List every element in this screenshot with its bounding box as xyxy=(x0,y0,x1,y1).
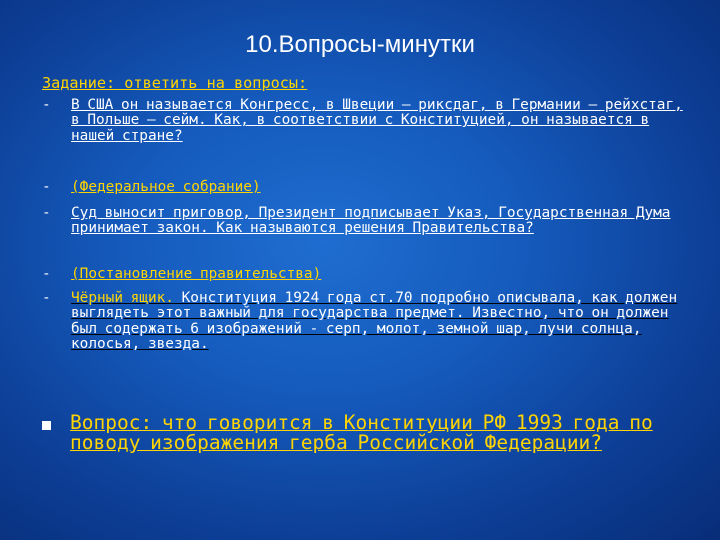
dash-marker: - xyxy=(42,179,51,195)
square-bullet-icon xyxy=(42,421,51,430)
list-item xyxy=(42,267,692,282)
list-item xyxy=(42,206,692,237)
list-item xyxy=(42,291,692,353)
main-question-text: Вопрос: что говорится в Конституции РФ 1993 года по поводу изображения герба Российской Федерации? xyxy=(70,411,653,454)
question-text: Суд выносит приговор, Президент подписывает Указ, Государственная Дума принимает закон. Как называются решения Правительства? xyxy=(71,205,671,237)
list-item xyxy=(42,180,692,195)
answer-text: (Постановление правительства) xyxy=(71,266,322,282)
slide-title: 10.Вопросы-минутки xyxy=(245,31,475,58)
highlight-text: Чёрный ящик. xyxy=(71,290,174,306)
question-text xyxy=(71,291,692,353)
dash-marker: - xyxy=(42,97,51,113)
task-heading: Задание: ответить на вопросы: xyxy=(42,74,308,92)
dash-marker: - xyxy=(42,205,51,221)
main-question xyxy=(42,413,682,453)
question-text: В США он называется Конгресс, в Швеции – риксдаг, в Германии – рейхстаг, в Польше – сейм. Как, в соответствии с Конституцией, он называется в нашей стране? xyxy=(71,97,683,144)
dash-marker: - xyxy=(42,266,51,282)
answer-text: (Федеральное собрание) xyxy=(71,179,261,195)
dash-marker: - xyxy=(42,290,51,306)
body-text: Конституция 1924 года ст.70 подробно описывала, как должен выглядеть этот важный для государства предмет. Известно, что он должен был содержать 6 изображений - серп, молот, земной шар, лучи солнца, колосья, звезда. xyxy=(71,290,678,353)
list-item xyxy=(42,98,692,144)
